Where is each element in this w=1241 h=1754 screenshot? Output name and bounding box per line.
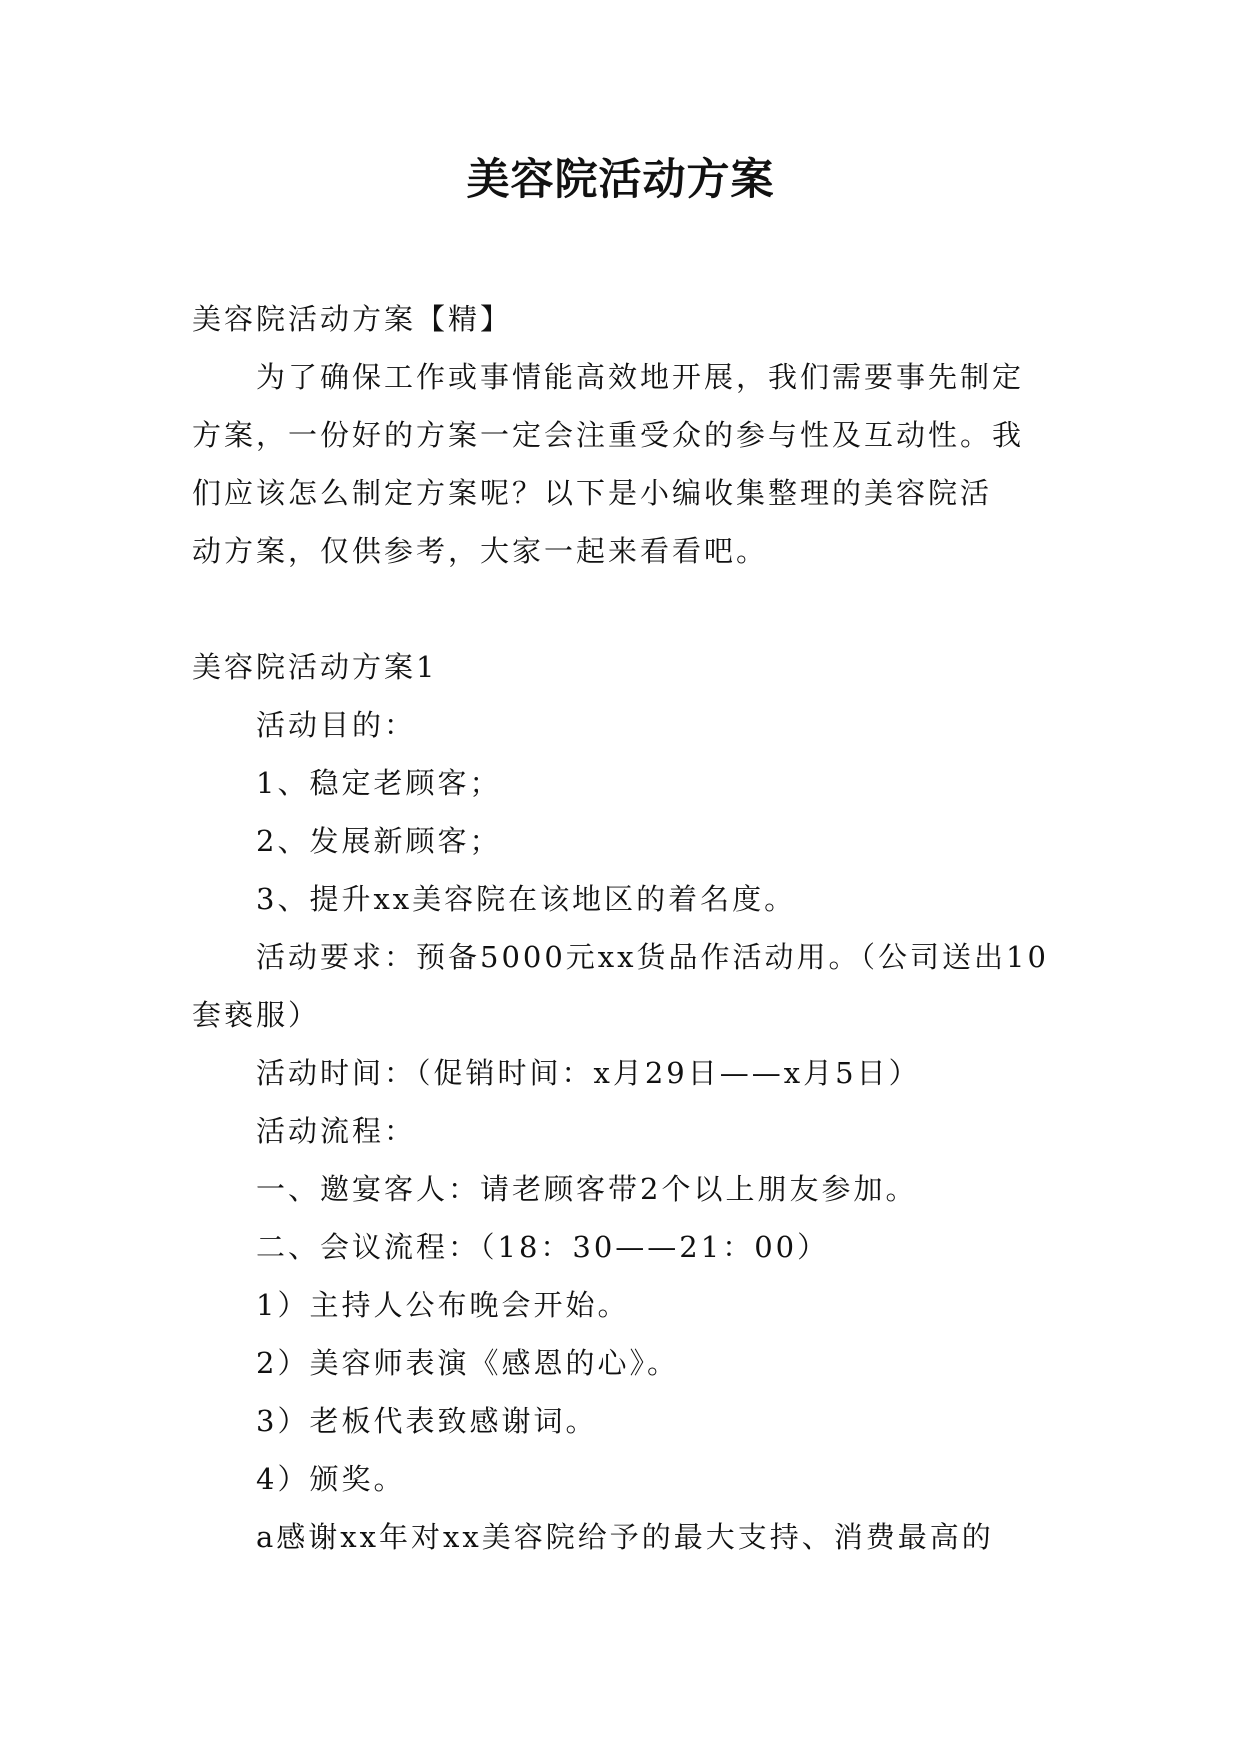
document-body [192,290,1052,1566]
text-line: 2）美容师表演《感恩的心》。 [256,1346,679,1380]
paragraph-gap [192,580,1052,638]
text-line: 活动时间：（促销时间：x月29日——x月5日） [256,1056,921,1090]
text-line: 活动目的： [256,708,417,742]
section-heading-1: 美容院活动方案1 [192,650,438,684]
text-line: 一、邀宴客人：请老顾客带2个以上朋友参加。 [256,1172,918,1206]
requirement-line-1: 活动要求：预备5000元xx货品作活动用。（公司送出10 [256,940,1049,974]
text-line: 1）主持人公布晚会开始。 [256,1288,630,1322]
document-title: 美容院活动方案 [466,155,775,205]
text-line: 2、发展新顾客； [256,824,502,858]
intro-line-4: 动方案，仅供参考，大家一起来看看吧。 [192,534,769,568]
text-line: a感谢xx年对xx美容院给予的最大支持、消费最高的 [256,1520,994,1554]
intro-line-3: 们应该怎么制定方案呢？以下是小编收集整理的美容院活 [192,476,993,510]
text-line: 3、提升xx美容院在该地区的着名度。 [256,882,797,916]
intro-line-2: 方案，一份好的方案一定会注重受众的参与性及互动性。我 [192,418,1025,452]
text-line: 3）老板代表致感谢词。 [256,1404,598,1438]
text-line: 4）颁奖。 [256,1462,406,1496]
intro-line-1: 为了确保工作或事情能高效地开展，我们需要事先制定 [256,360,1025,394]
text-line: 1、稳定老顾客； [256,766,502,800]
section-heading-main: 美容院活动方案【精】 [192,302,513,336]
requirement-line-2: 套亵服） [192,998,321,1032]
text-line: 活动流程： [256,1114,417,1148]
text-line: 二、会议流程：（18：30——21：00） [256,1230,830,1264]
